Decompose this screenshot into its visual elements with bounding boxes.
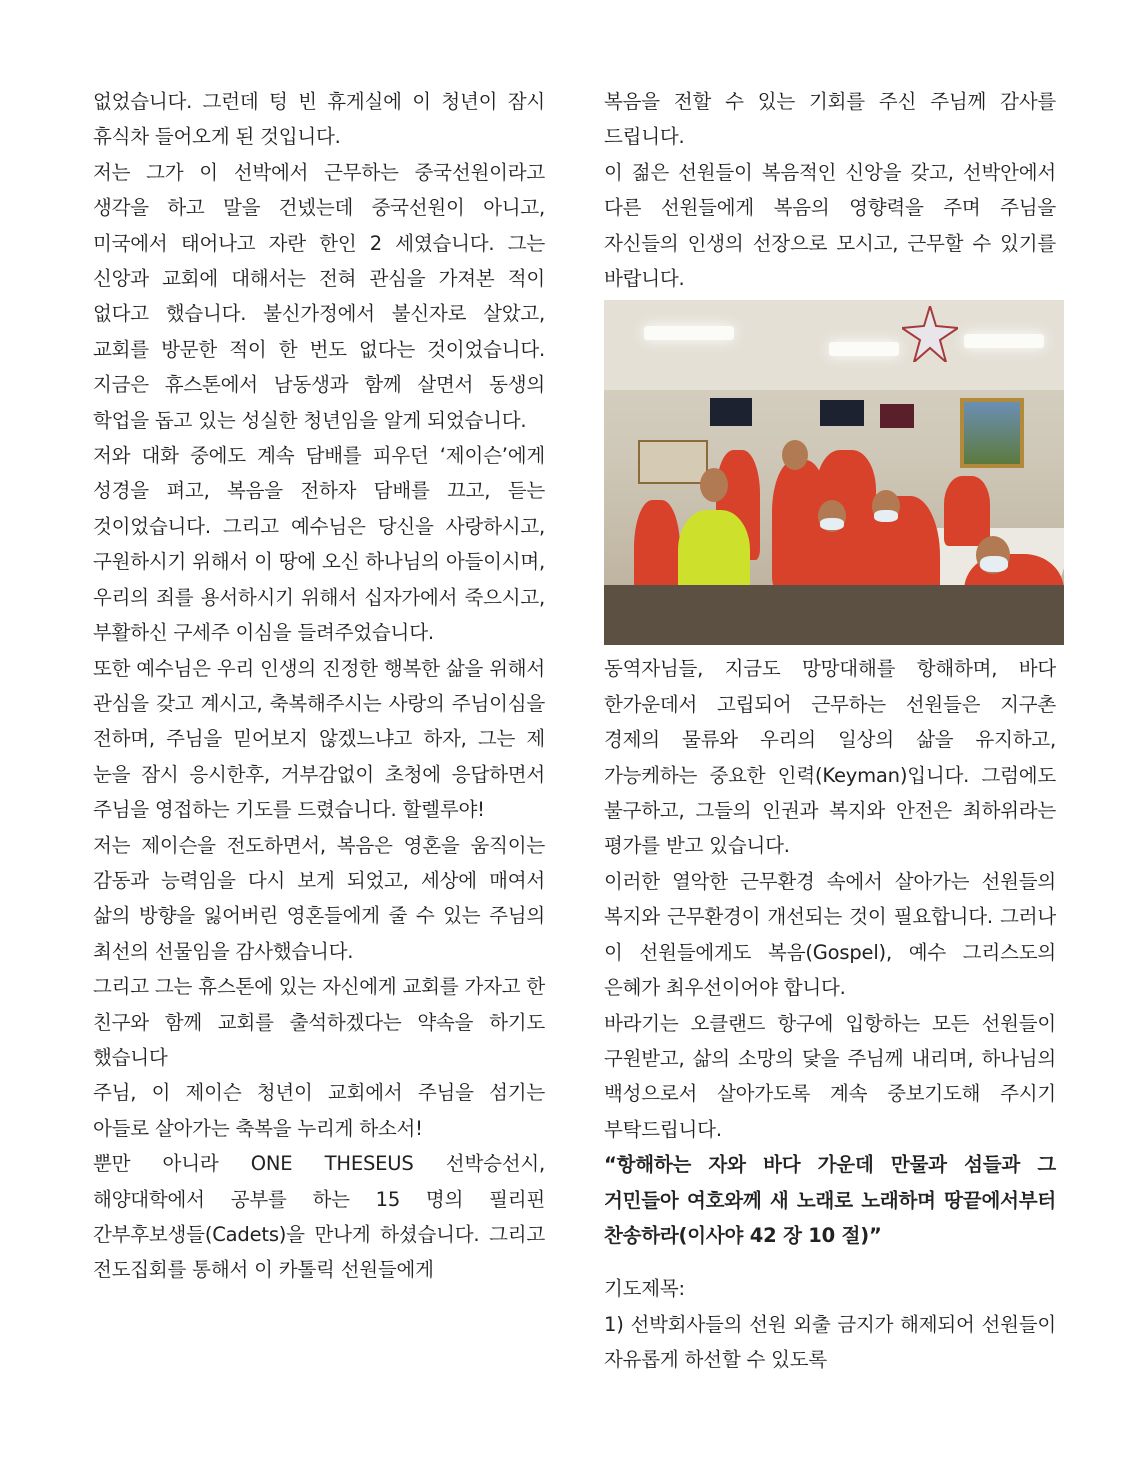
notice-board xyxy=(638,440,708,484)
ceiling-lamp xyxy=(644,326,734,340)
prayer-item: 1) 선박회사들의 선원 외출 금지가 해제되어 선원들이 자유롭게 하선할 수 있도록 xyxy=(604,1312,1056,1372)
crew-member xyxy=(944,476,990,546)
paragraph: 뿐만 아니라 ONE THESEUS 선박승선시, 해양대학에서 공부를 하는 15 명의 필리핀 간부후보생들(Cadets)을 만나게 하셨습니다. 그리고 전도집회를 통해서 이 카톨릭 선원들에게 xyxy=(93,1152,545,1282)
paragraph: 저는 제이슨을 전도하면서, 복음은 영혼을 움직이는 감동과 능력임을 다시 보게 되었고, 세상에 매여서 삶의 방향을 잃어버린 영혼들에게 줄 수 있는 주님의 최선의 선물임을 감사했습니다. xyxy=(93,833,545,963)
ceiling-lamp xyxy=(829,342,899,356)
spacer xyxy=(604,1253,1056,1271)
paragraph: 저와 대화 중에도 계속 담배를 피우던 ‘제이슨’에게 성경을 펴고, 복음을 전하자 담배를 끄고, 듣는 것이었습니다. 그리고 예수님은 당신을 사랑하시고, 구원하시기 위해서 이 땅에 오신 하나님의 아들이시며, 우리의 죄를 용서하시기 위해서 십자가에서 죽으시고, 부활하신 구세주 이심을 들려주었습니다. xyxy=(93,444,546,645)
photo-floor xyxy=(604,585,1064,645)
crew-group-photo xyxy=(604,300,1064,645)
paragraph: 바라기는 오클랜드 항구에 입항하는 모든 선원들이 구원받고, 삶의 소망의 닻을 주님께 내리며, 하나님의 백성으로서 살아가도록 계속 중보기도해 주시기 부탁드립니다. xyxy=(604,1011,1056,1141)
star-ornament-icon xyxy=(902,306,958,362)
paragraph: 이 젊은 선원들이 복음적인 신앙을 갖고, 선박안에서 다른 선원들에게 복음의 영향력을 주며 주님을 자신들의 인생의 선장으로 모시고, 근무할 수 있기를 바랍니다. xyxy=(604,160,1056,291)
scripture-quote: “항해하는 자와 바다 가운데 만물과 섬들과 그 거민들아 여호와께 새 노래로 노래하며 땅끝에서부터 찬송하라(이사야 42 장 10 절)” xyxy=(604,1153,1056,1247)
ceiling-lamp xyxy=(964,334,1044,348)
paragraph: 주님, 이 제이슨 청년이 교회에서 주님을 섬기는 아들로 살아가는 축복을 누리게 하소서! xyxy=(93,1081,545,1140)
paragraph: 없었습니다. 그런데 텅 빈 휴게실에 이 청년이 잠시 휴식차 들어오게 된 것입니다. xyxy=(93,90,545,149)
prayer-heading: 기도제목: xyxy=(604,1277,685,1301)
paragraph: 이러한 열악한 근무환경 속에서 살아가는 선원들의 복지와 근무환경이 개선되는 것이 필요합니다. 그러나 이 선원들에게도 복음(Gospel), 예수 그리스도의 은혜가 최우선이어야 합니다. xyxy=(604,869,1056,1000)
face-mask xyxy=(820,518,844,530)
face-mask xyxy=(980,556,1008,572)
left-column xyxy=(93,84,545,1288)
wall-banner xyxy=(820,400,864,426)
paragraph: 저는 그가 이 선박에서 근무하는 중국선원이라고 생각을 하고 말을 건넸는데 중국선원이 아니고, 미국에서 태어나고 자란 한인 2 세였습니다. 그는 신앙과 교회에 대해서는 전혀 관심을 가져본 적이 없다고 했습니다. 불신가정에서 불신자로 살았고, 교회를 방문한 적이 한 번도 없다는 것이었습니다. 지금은 휴스톤에서 남동생과 함께 살면서 동생의 학업을 돕고 있는 성실한 청년임을 알게 되었습니다. xyxy=(93,160,545,432)
right-column xyxy=(604,84,1056,1378)
face-mask xyxy=(874,510,898,522)
paragraph: 또한 예수님은 우리 인생의 진정한 행복한 삶을 위해서 관심을 갖고 계시고, 축복해주시는 사랑의 주님이심을 전하며, 주님을 믿어보지 않겠느냐고 하자, 그는 제 눈을 잠시 응시한후, 거부감없이 초청에 응답하면서 주님을 영접하는 기도를 드렸습니다. 할렐루야! xyxy=(93,656,546,822)
wall-emblem xyxy=(880,404,914,428)
framed-painting xyxy=(960,398,1024,468)
paragraph: 그리고 그는 휴스톤에 있는 자신에게 교회를 가자고 한 친구와 함께 교회를 출석하겠다는 약속을 하기도 했습니다 xyxy=(93,975,546,1069)
paragraph: 복음을 전할 수 있는 기회를 주신 주님께 감사를 드립니다. xyxy=(604,90,1056,149)
wall-banner xyxy=(710,398,752,426)
paragraph: 동역자님들, 지금도 망망대해를 항해하며, 바다 한가운데서 고립되어 근무하는 선원들은 지구촌 경제의 물류와 우리의 일상의 삶을 유지하고, 가능케하는 중요한 인력(Keyman)입니다. 그럼에도 불구하고, 그들의 인권과 복지와 안전은 최하위라는 평가를 받고 있습니다. xyxy=(604,657,1056,858)
